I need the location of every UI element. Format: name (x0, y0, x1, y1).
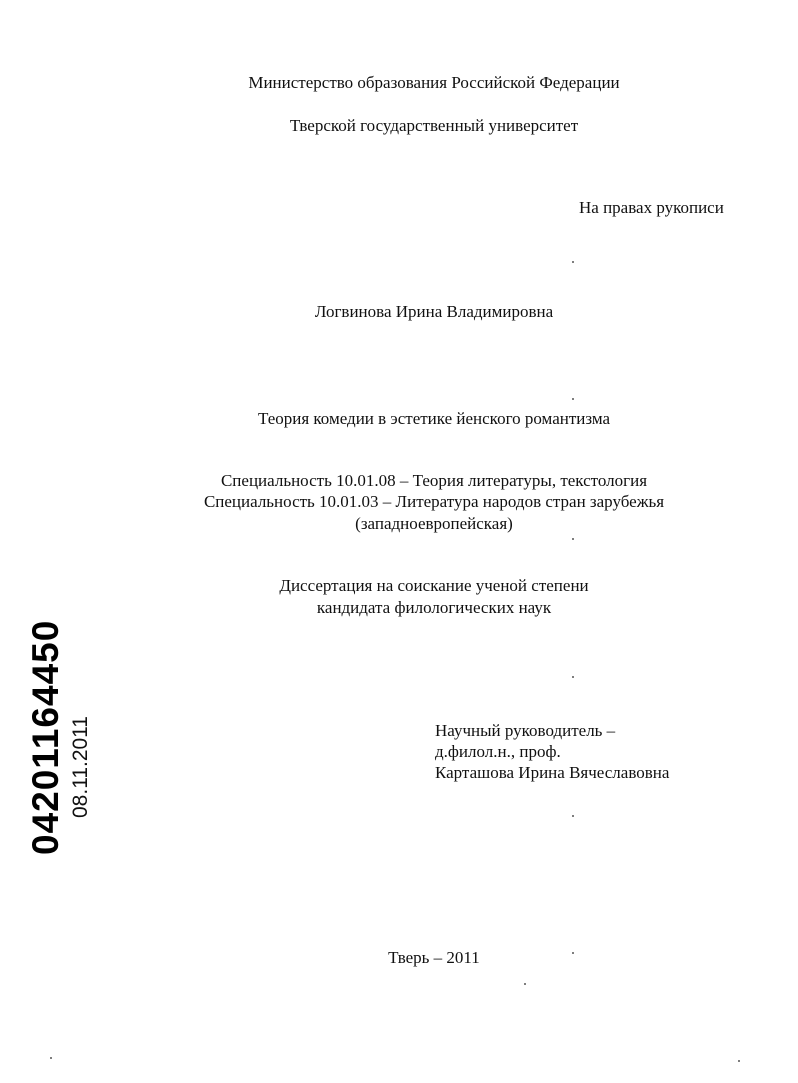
city-year: Тверь – 2011 (388, 948, 480, 967)
scan-speck (572, 398, 574, 400)
supervisor-line: д.филол.н., проф. (435, 742, 561, 761)
scan-speck (572, 952, 574, 954)
scan-speck (524, 983, 526, 985)
degree-line: Диссертация на соискание ученой степени (279, 576, 589, 595)
scan-speck (572, 261, 574, 263)
manuscript-note: На правах рукописи (579, 198, 724, 217)
library-stamp-date: 08.11.2011 (69, 716, 92, 818)
specialty-line: Специальность 10.01.03 – Литература народов стран зарубежья (203, 492, 665, 511)
scan-speck (50, 1057, 52, 1059)
supervisor-line: Научный руководитель – (435, 721, 616, 740)
library-stamp-number: 04201164450 (25, 619, 66, 855)
author-name: Логвинова Ирина Владимировна (314, 302, 554, 321)
degree-line: кандидата филологических наук (316, 598, 552, 617)
ministry-heading: Министерство образования Российской Федерации (248, 73, 620, 92)
scan-speck (572, 676, 574, 678)
supervisor-line: Карташова Ирина Вячеславовна (435, 763, 670, 782)
specialty-line: Специальность 10.01.08 – Теория литературы, текстология (220, 471, 648, 490)
dissertation-title: Теория комедии в эстетике йенского романтизма (257, 409, 611, 428)
specialty-line: (западноевропейская) (355, 514, 513, 533)
scan-speck (572, 815, 574, 817)
scan-speck (738, 1060, 740, 1062)
scan-speck (572, 538, 574, 540)
university-heading: Тверской государственный университет (289, 116, 579, 135)
